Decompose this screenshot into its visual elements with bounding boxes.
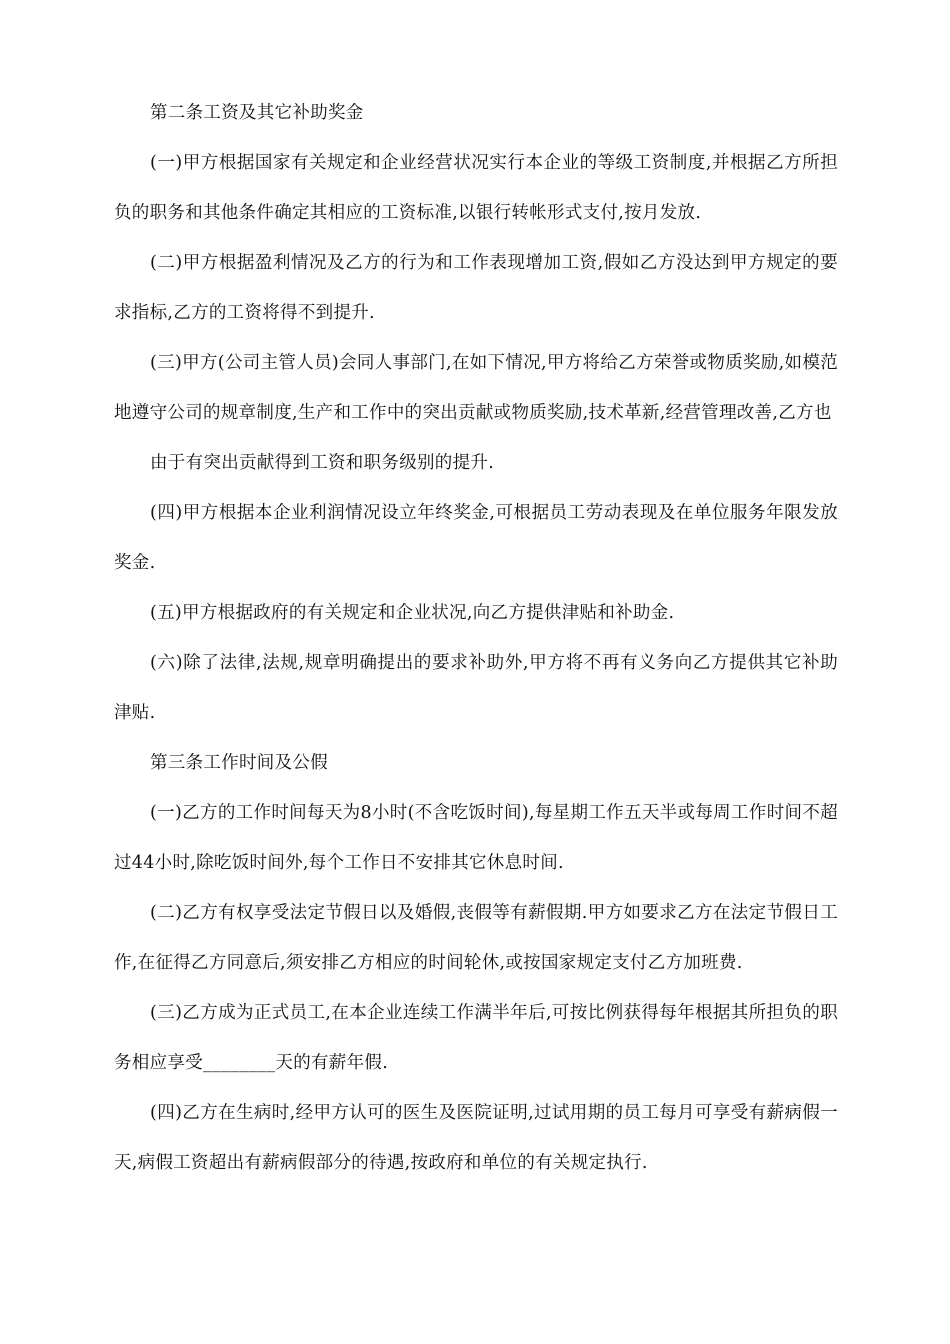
paragraph-3-3: (三)乙方成为正式员工,在本企业连续工作满半年后,可按比例获得每年根据其所担负的职务相应享受________天的有薪年假. xyxy=(114,1003,838,1073)
paragraph-2-3: (三)甲方(公司主管人员)会同人事部门,在如下情况,甲方将给乙方荣誉或物质奖励,如模范地遵守公司的规章制度,生产和工作中的突出贡献或物质奖励,技术革新,经营管理改善,乙方也 xyxy=(114,353,838,423)
paragraph-2-1: (一)甲方根据国家有关规定和企业经营状况实行本企业的等级工资制度,并根据乙方所担负的职务和其他条件确定其相应的工资标准,以银行转帐形式支付,按月发放. xyxy=(114,153,838,223)
paragraph-2-6: (六)除了法律,法规,规章明确提出的要求补助外,甲方将不再有义务向乙方提供其它补助津贴. xyxy=(114,653,838,723)
paragraph-2-5: (五)甲方根据政府的有关规定和企业状况,向乙方提供津贴和补助金. xyxy=(150,603,675,623)
paragraph-3-2: (二)乙方有权享受法定节假日以及婚假,丧假等有薪假期.甲方如要求乙方在法定节假日工作,在征得乙方同意后,须安排乙方相应的时间轮休,或按国家规定支付乙方加班费. xyxy=(114,903,838,973)
paragraph-2-4: (四)甲方根据本企业利润情况设立年终奖金,可根据员工劳动表现及在单位服务年限发放奖金. xyxy=(114,503,838,573)
section-heading-article-3: 第三条工作时间及公假 xyxy=(150,753,328,773)
section-heading-article-2: 第二条工资及其它补助奖金 xyxy=(150,103,364,123)
paragraph-2-2: (二)甲方根据盈利情况及乙方的行为和工作表现增加工资,假如乙方没达到甲方规定的要求指标,乙方的工资将得不到提升. xyxy=(114,253,838,323)
paragraph-3-4: (四)乙方在生病时,经甲方认可的医生及医院证明,过试用期的员工每月可享受有薪病假一天,病假工资超出有薪病假部分的待遇,按政府和单位的有关规定执行. xyxy=(114,1103,838,1173)
paragraph-2-3-continued: 由于有突出贡献得到工资和职务级别的提升. xyxy=(150,453,495,473)
document-page xyxy=(114,88,838,1188)
paragraph-3-1: (一)乙方的工作时间每天为8小时(不含吃饭时间),每星期工作五天半或每周工作时间不超过44小时,除吃饭时间外,每个工作日不安排其它休息时间. xyxy=(114,803,838,873)
